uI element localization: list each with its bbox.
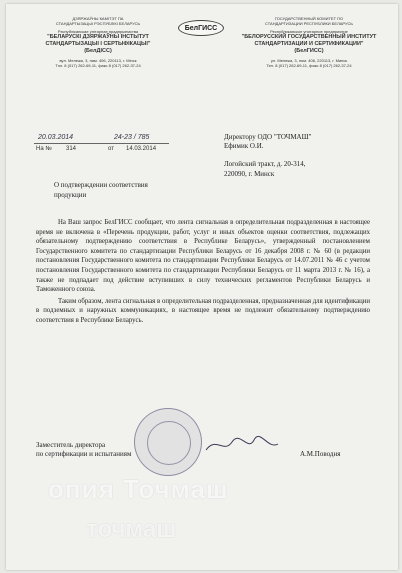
subject-line-2: продукции: [54, 191, 87, 199]
watermark-brand: точмаш: [86, 516, 177, 543]
letterhead-right-abbr: (БелГИСС): [294, 48, 324, 54]
letterhead-left-address: вул. Мележа, 3, пам. 406, 220113, г. Мінск: [59, 58, 137, 63]
incoming-from-label: от: [108, 146, 114, 152]
letterhead-right-name-2: СТАНДАРТИЗАЦИИ И СЕРТИФИКАЦИИ": [254, 41, 364, 47]
addressee-address-2: 220090, г. Минск: [224, 170, 275, 178]
letterhead-left-name-2: СТАНДАРТЫЗАЦЫІ І СЕРТЫФІКАЦЫІ": [45, 41, 151, 47]
signer-name: А.М.Поводня: [300, 450, 341, 458]
addressee-address-1: Логойский тракт, д. 20-314,: [224, 160, 306, 168]
addressee-block: [224, 133, 394, 179]
letterhead-right: [230, 16, 388, 68]
signer-title-2: по сертификации и испытаниям: [36, 450, 132, 458]
letterhead-right-type: Республиканское унитарное предприятие: [270, 29, 348, 34]
incoming-date: 14.03.2014: [126, 146, 157, 152]
addressee-line-1: Директору ОДО "ТОЧМАШ": [224, 133, 312, 141]
watermark-copy: опия Точмаш: [48, 474, 229, 504]
body-paragraph-2: Таким образом, лента сигнальная в определительная подразделенная, предназначенная для идентификации в подземных и наружных коммуникациях, в настоящее время не подлежит обязательному подтверждению соответствия в Республике Беларусь.: [36, 297, 370, 324]
signer-title-1: Заместитель директора: [36, 441, 106, 449]
subject-line-1: О подтверждении соответствия: [54, 181, 148, 189]
letter-subject: [54, 180, 194, 200]
letterhead-right-name-1: "БЕЛОРУССКИЙ ГОСУДАРСТВЕННЫЙ ИНСТИТУТ: [241, 34, 377, 40]
org-logo: БелГИСС: [178, 20, 224, 36]
letterhead-left-type: Рэспубліканскае унітарнае прадпрыемства: [57, 29, 139, 34]
signature-block: [36, 441, 390, 459]
letter-page: [6, 4, 398, 570]
outgoing-number: 24-23 / 785: [114, 134, 150, 141]
letterhead-left-org-2: СТАНДАРТЫЗАЦЫІ РЭСПУБЛІКІ БЕЛАРУСЬ: [55, 21, 141, 26]
letterhead-left-phone: Тэл. 8 (017) 262-69-11, факс 8 (017) 262-37-24: [55, 63, 141, 68]
letterhead-left-abbr: (БелДІСС): [84, 48, 112, 54]
incoming-reference: [36, 146, 186, 156]
incoming-number: 314: [66, 146, 77, 152]
incoming-prefix: На №: [36, 146, 52, 152]
outgoing-date: 20.03.2014: [38, 134, 74, 141]
letterhead-right-org-1: ГОСУДАРСТВЕННЫЙ КОМИТЕТ ПО: [274, 16, 344, 21]
addressee-line-2: Ефимик О.И.: [224, 142, 264, 150]
letterhead-right-address: ул. Мележа, 3, пом. 406, 220113, г. Минск: [270, 58, 348, 63]
letterhead-left: [28, 16, 168, 68]
letterhead-left-org-1: ДЗЯРЖАЎНЫ КАМІТЭТ ПА: [72, 16, 124, 21]
outgoing-reference: [34, 134, 169, 144]
letterhead-right-org-2: СТАНДАРТИЗАЦИИ РЕСПУБЛИКИ БЕЛАРУСЬ: [264, 21, 353, 26]
letter-body: [36, 218, 370, 328]
letterhead-left-name-1: "БЕЛАРУСКІ ДЗЯРЖАЎНЫ ІНСТЫТУТ: [47, 34, 149, 40]
letterhead-right-phone: Тел. 8 (017) 262-69-11, факс 8 (017) 262-37-24: [266, 63, 352, 68]
body-paragraph-1: На Ваш запрос БелГИСС сообщает, что лента сигнальная в определительная подразделенная в настоящее время не включена в «Перечень продукции, работ, услуг и иных объектов оценки соответствия, подлежащих обязательному подтверждению соответствия в Республике Беларусь», утвержденный постановлением Государственного комитета по стандартизации Республики Беларусь от 16 декабря 2008 г. № 60 (в редакции постановления Государственного комитета по стандартизации Республики Беларусь от 14.07.2011 № 46 с учетом постановления Государственного комитета по стандартизации Республики Беларусь от 11 марта 2013 г. № 16), а также не подпадает под действие вступивших в силу технических регламентов Республики Беларусь и Таможенного союза.: [36, 219, 370, 294]
